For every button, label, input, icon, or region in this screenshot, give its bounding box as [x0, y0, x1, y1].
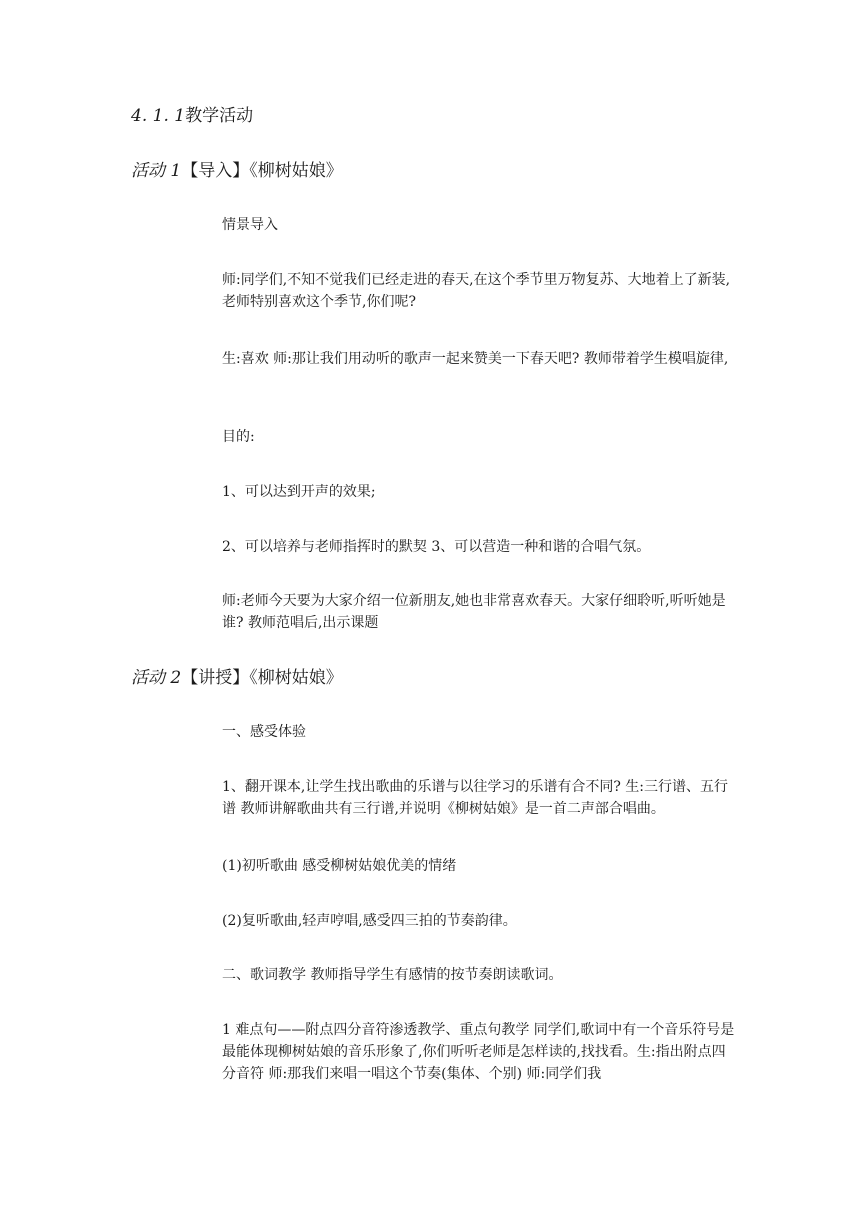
activity-1-prefix: 活动 1: [131, 161, 182, 181]
activity-2-prefix: 活动 2: [131, 668, 182, 688]
activity-2-title: 【讲授】《柳树姑娘》: [181, 668, 343, 688]
activity-2-heading: [131, 667, 343, 689]
paragraph: 师:同学们,不知不觉我们已经走进的春天,在这个季节里万物复苏、大地着上了新装,老师特别喜欢这个季节,你们呢?: [222, 272, 731, 310]
paragraph: 2、可以培养与老师指挥时的默契 3、可以营造一种和谐的合唱气氛。: [222, 539, 651, 555]
paragraph: 1 难点句——附点四分音符渗透教学、重点句教学 同学们,歌词中有一个音乐符号是最能体现柳树姑娘的音乐形象了,你们听听老师是怎样读的,找找看。生:指出附点四分音符 师:那我们来唱一唱这个节奏(集体、个别) 师:同学们我: [222, 1022, 735, 1082]
paragraph: 二、歌词教学 教师指导学生有感情的按节奏朗读歌词。: [222, 967, 563, 983]
activity-1-heading: [131, 160, 343, 182]
section-number: 4. 1. 1: [131, 106, 186, 126]
paragraph: 1、翻开课本,让学生找出歌曲的乐谱与以往学习的乐谱有合不同? 生:三行谱、五行谱 教师讲解歌曲共有三行谱,并说明《柳树姑娘》是一首二声部合唱曲。: [222, 779, 729, 817]
activity-1-title: 【导入】《柳树姑娘》: [181, 161, 343, 181]
paragraph: 生:喜欢 师:那让我们用动听的歌声一起来赞美一下春天吧? 教师带着学生模唱旋律,: [222, 351, 729, 367]
paragraph: (2)复听歌曲,轻声哼唱,感受四三拍的节奏韵律。: [222, 913, 517, 929]
paragraph: 一、感受体验: [222, 724, 306, 740]
paragraph: 师:老师今天要为大家介绍一位新朋友,她也非常喜欢春天。大家仔细聆听,听听她是谁? 教师范唱后,出示课题: [222, 593, 726, 631]
paragraph: 1、可以达到开声的效果;: [222, 484, 376, 500]
section-heading: [131, 105, 253, 127]
paragraph: (1)初听歌曲 感受柳树姑娘优美的情绪: [222, 858, 457, 874]
section-title: 教学活动: [185, 106, 254, 126]
paragraph: 情景导入: [222, 217, 278, 233]
paragraph: 目的:: [222, 429, 255, 445]
